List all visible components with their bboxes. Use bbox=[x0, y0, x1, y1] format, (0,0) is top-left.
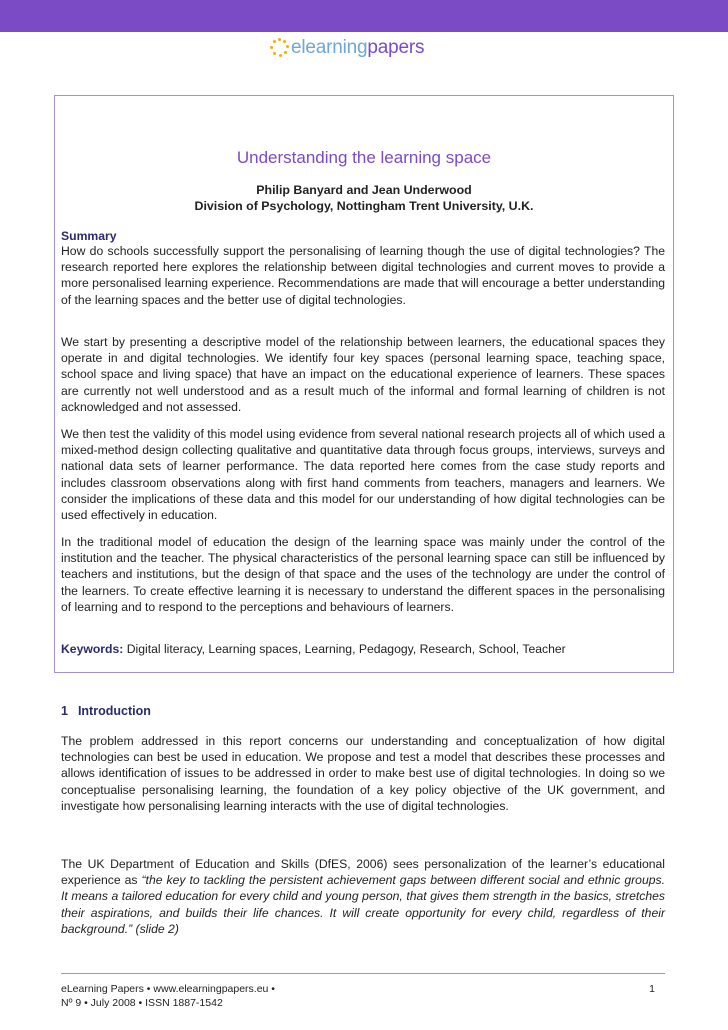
logo-part-elearning: elearning bbox=[291, 37, 368, 58]
paper-title: Understanding the learning space bbox=[236, 148, 492, 167]
star-ring-icon bbox=[270, 38, 290, 58]
logo-part-papers: papers bbox=[367, 37, 425, 58]
intro-p2-quote: “the key to tackling the persistent achievement gaps between different social and ethnic groups. It means a tailored education for every child and young person, that gives them strength in the basics, stretches their aspirations, and builds their life chances. It will create opportunity for every child, regardless of their background.” bbox=[61, 873, 665, 936]
paper-affiliation: Division of Psychology, Nottingham Trent University, U.K. bbox=[194, 199, 534, 213]
top-banner bbox=[0, 0, 728, 32]
keywords-line bbox=[61, 641, 665, 657]
intro-p2-start: The UK Department of Education and Skills (DfES, 2006) sees personalization of the learner’s educational experience as bbox=[61, 857, 665, 888]
keywords-list: Digital literacy, Learning spaces, Learning, Pedagogy, Research, School, Teacher bbox=[126, 642, 566, 656]
page-number: 1 bbox=[649, 983, 655, 995]
summary-paragraph-1: How do schools successfully support the personalising of learning though the use of digital technologies? The research reported here explores the relationship between digital technologies and current moves to provide a more personalised learning experience. Recommendations are made that will encourage a better understanding of the learning spaces and the better use of digital technologies. bbox=[61, 244, 665, 307]
summary-paragraph-3: We then test the validity of this model using evidence from several national research projects all of which used a mixed-method design collecting qualitative and quantitative data through focus groups, interviews, surveys and national data sets of learner performance. The data reported here comes from the case study reports and includes classroom observations along with first hand comments from teachers, managers and learners. We consider the implications of these data and this model for our understanding of how digital technologies can be used effectively in education. bbox=[61, 427, 665, 523]
section-heading-introduction bbox=[61, 704, 151, 718]
section-title: Introduction bbox=[77, 704, 151, 718]
summary-paragraph-4: In the traditional model of education the design of the learning space was mainly under the control of the institution and the teacher. The physical characteristics of the personal learning space can still be influenced by teachers and institutions, but the design of that space and the uses of the technology are under the control of the learners. To create effective learning it is necessary to understand the different spaces in the personalising of learning and to respond to the perceptions and behaviours of learners. bbox=[61, 535, 665, 614]
logo-wordmark bbox=[291, 37, 424, 59]
elearningpapers-logo bbox=[270, 36, 424, 60]
intro-p2-end: (slide 2) bbox=[132, 921, 179, 936]
paper-authors: Philip Banyard and Jean Underwood bbox=[256, 183, 472, 197]
section-number: 1 bbox=[61, 704, 68, 718]
summary-paragraph-2: We start by presenting a descriptive model of the relationship between learners, the educational spaces they operate in and digital technologies. We identify four key spaces (personal learning space, teaching space, school space and living space) that have an impact on the educational experience of learners. These spaces are currently not well understood and as a result much of the informal and formal learning of children is not acknowledged and not assessed. bbox=[61, 335, 665, 414]
summary-heading: Summary bbox=[61, 229, 117, 243]
footer-line-2: Nº 9 • July 2008 • ISSN 1887-1542 bbox=[61, 997, 223, 1009]
intro-paragraph-1: The problem addressed in this report concerns our understanding and conceptualization of how digital technologies can best be used in education. We propose and test a model that describes these processes and allows identification of issues to be addressed in order to make best use of digital technologies. In doing so we conceptualise personalising learning, the foundation of a key policy objective of the UK government, and investigate how personalising learning interacts with the use of digital technologies. bbox=[61, 734, 665, 813]
intro-paragraph-2 bbox=[61, 856, 665, 937]
keywords-label: Keywords: bbox=[61, 642, 124, 656]
footer-divider bbox=[61, 973, 665, 974]
footer-line-1: eLearning Papers • www.elearningpapers.eu • bbox=[61, 983, 275, 995]
